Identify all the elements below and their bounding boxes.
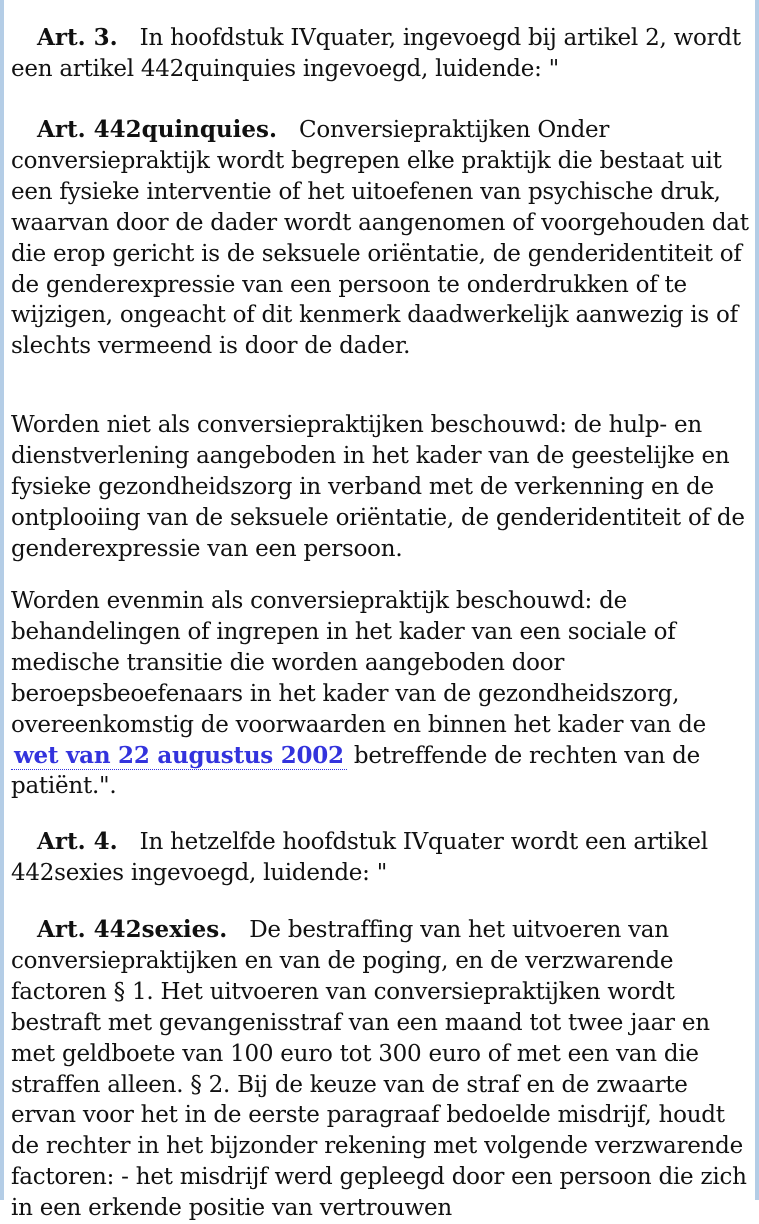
article-442quinquies-paragraph bbox=[11, 115, 751, 362]
article-442quinquies-text: Conversiepraktijken Onder conversiepraktijk wordt begrepen elke praktijk die bestaat uit een fysieke interventie of het uitoefenen van psychische druk, waarvan door de dader wordt aangenomen of voorgehouden dat die erop gericht is de seksuele oriëntatie, de genderidentiteit of de genderexpressie van een persoon te onderdrukken of te wijzigen, ongeacht of dit kenmerk daadwerkelijk aanwezig is of slechts vermeend is door de dader. bbox=[11, 117, 749, 360]
article-442sexies-paragraph bbox=[11, 915, 751, 1224]
article-3-text: In hoofdstuk IVquater, ingevoegd bij artikel 2, wordt een artikel 442quinquies ingevoegd, luidende: " bbox=[11, 25, 741, 82]
paragraph-3-text-before: Worden evenmin als conversiepraktijk beschouwd: de behandelingen of ingrepen in het kader van een sociale of medische transitie die worden aangeboden door beroepsbeoefenaars in het kader van de gezondheidszorg, overeenkomstig de voorwaarden en binnen het kader van de bbox=[11, 588, 707, 738]
paragraph-3-text-after: betreffende de rechten van de patiënt.". bbox=[11, 742, 700, 800]
article-442sexies-label: Art. 442sexies. bbox=[37, 916, 228, 943]
law-link[interactable]: wet van 22 augustus 2002 bbox=[11, 742, 347, 770]
article-442quinquies-label: Art. 442quinquies. bbox=[37, 116, 278, 143]
article-4-paragraph bbox=[11, 827, 751, 889]
article-442quinquies-paragraph-2: Worden niet als conversiepraktijken beschouwd: de hulp- en dienstverlening aangeboden in het kader van de geestelijke en fysieke gezondheidszorg in verband met de verkenning en de ontplooiing van de seksuele oriëntatie, de genderidentiteit of de genderexpressie van een persoon. bbox=[11, 412, 745, 562]
article-4-label: Art. 4. bbox=[37, 828, 118, 855]
article-4-text: In hetzelfde hoofdstuk IVquater wordt een artikel 442sexies ingevoegd, luidende: " bbox=[11, 829, 708, 886]
article-442sexies-text: De bestraffing van het uitvoeren van conversiepraktijken en van de poging, en de verzwarende factoren § 1. Het uitvoeren van conversiepraktijken wordt bestraft met gevangenisstraf van een maand tot twee jaar en met geldboete van 100 euro tot 300 euro of met een van die straffen alleen. § 2. Bij de keuze van de straf en de zwaarte ervan voor het in de eerste paragraaf bedoelde misdrijf, houdt de rechter in het bijzonder rekening met volgende verzwarende factoren: - het misdrijf werd gepleegd door een persoon die zich in een erkende positie van vertrouwen bbox=[11, 917, 747, 1222]
article-442quinquies-paragraph-3 bbox=[11, 586, 751, 802]
article-3-paragraph bbox=[11, 23, 751, 85]
article-3-label: Art. 3. bbox=[37, 24, 118, 51]
